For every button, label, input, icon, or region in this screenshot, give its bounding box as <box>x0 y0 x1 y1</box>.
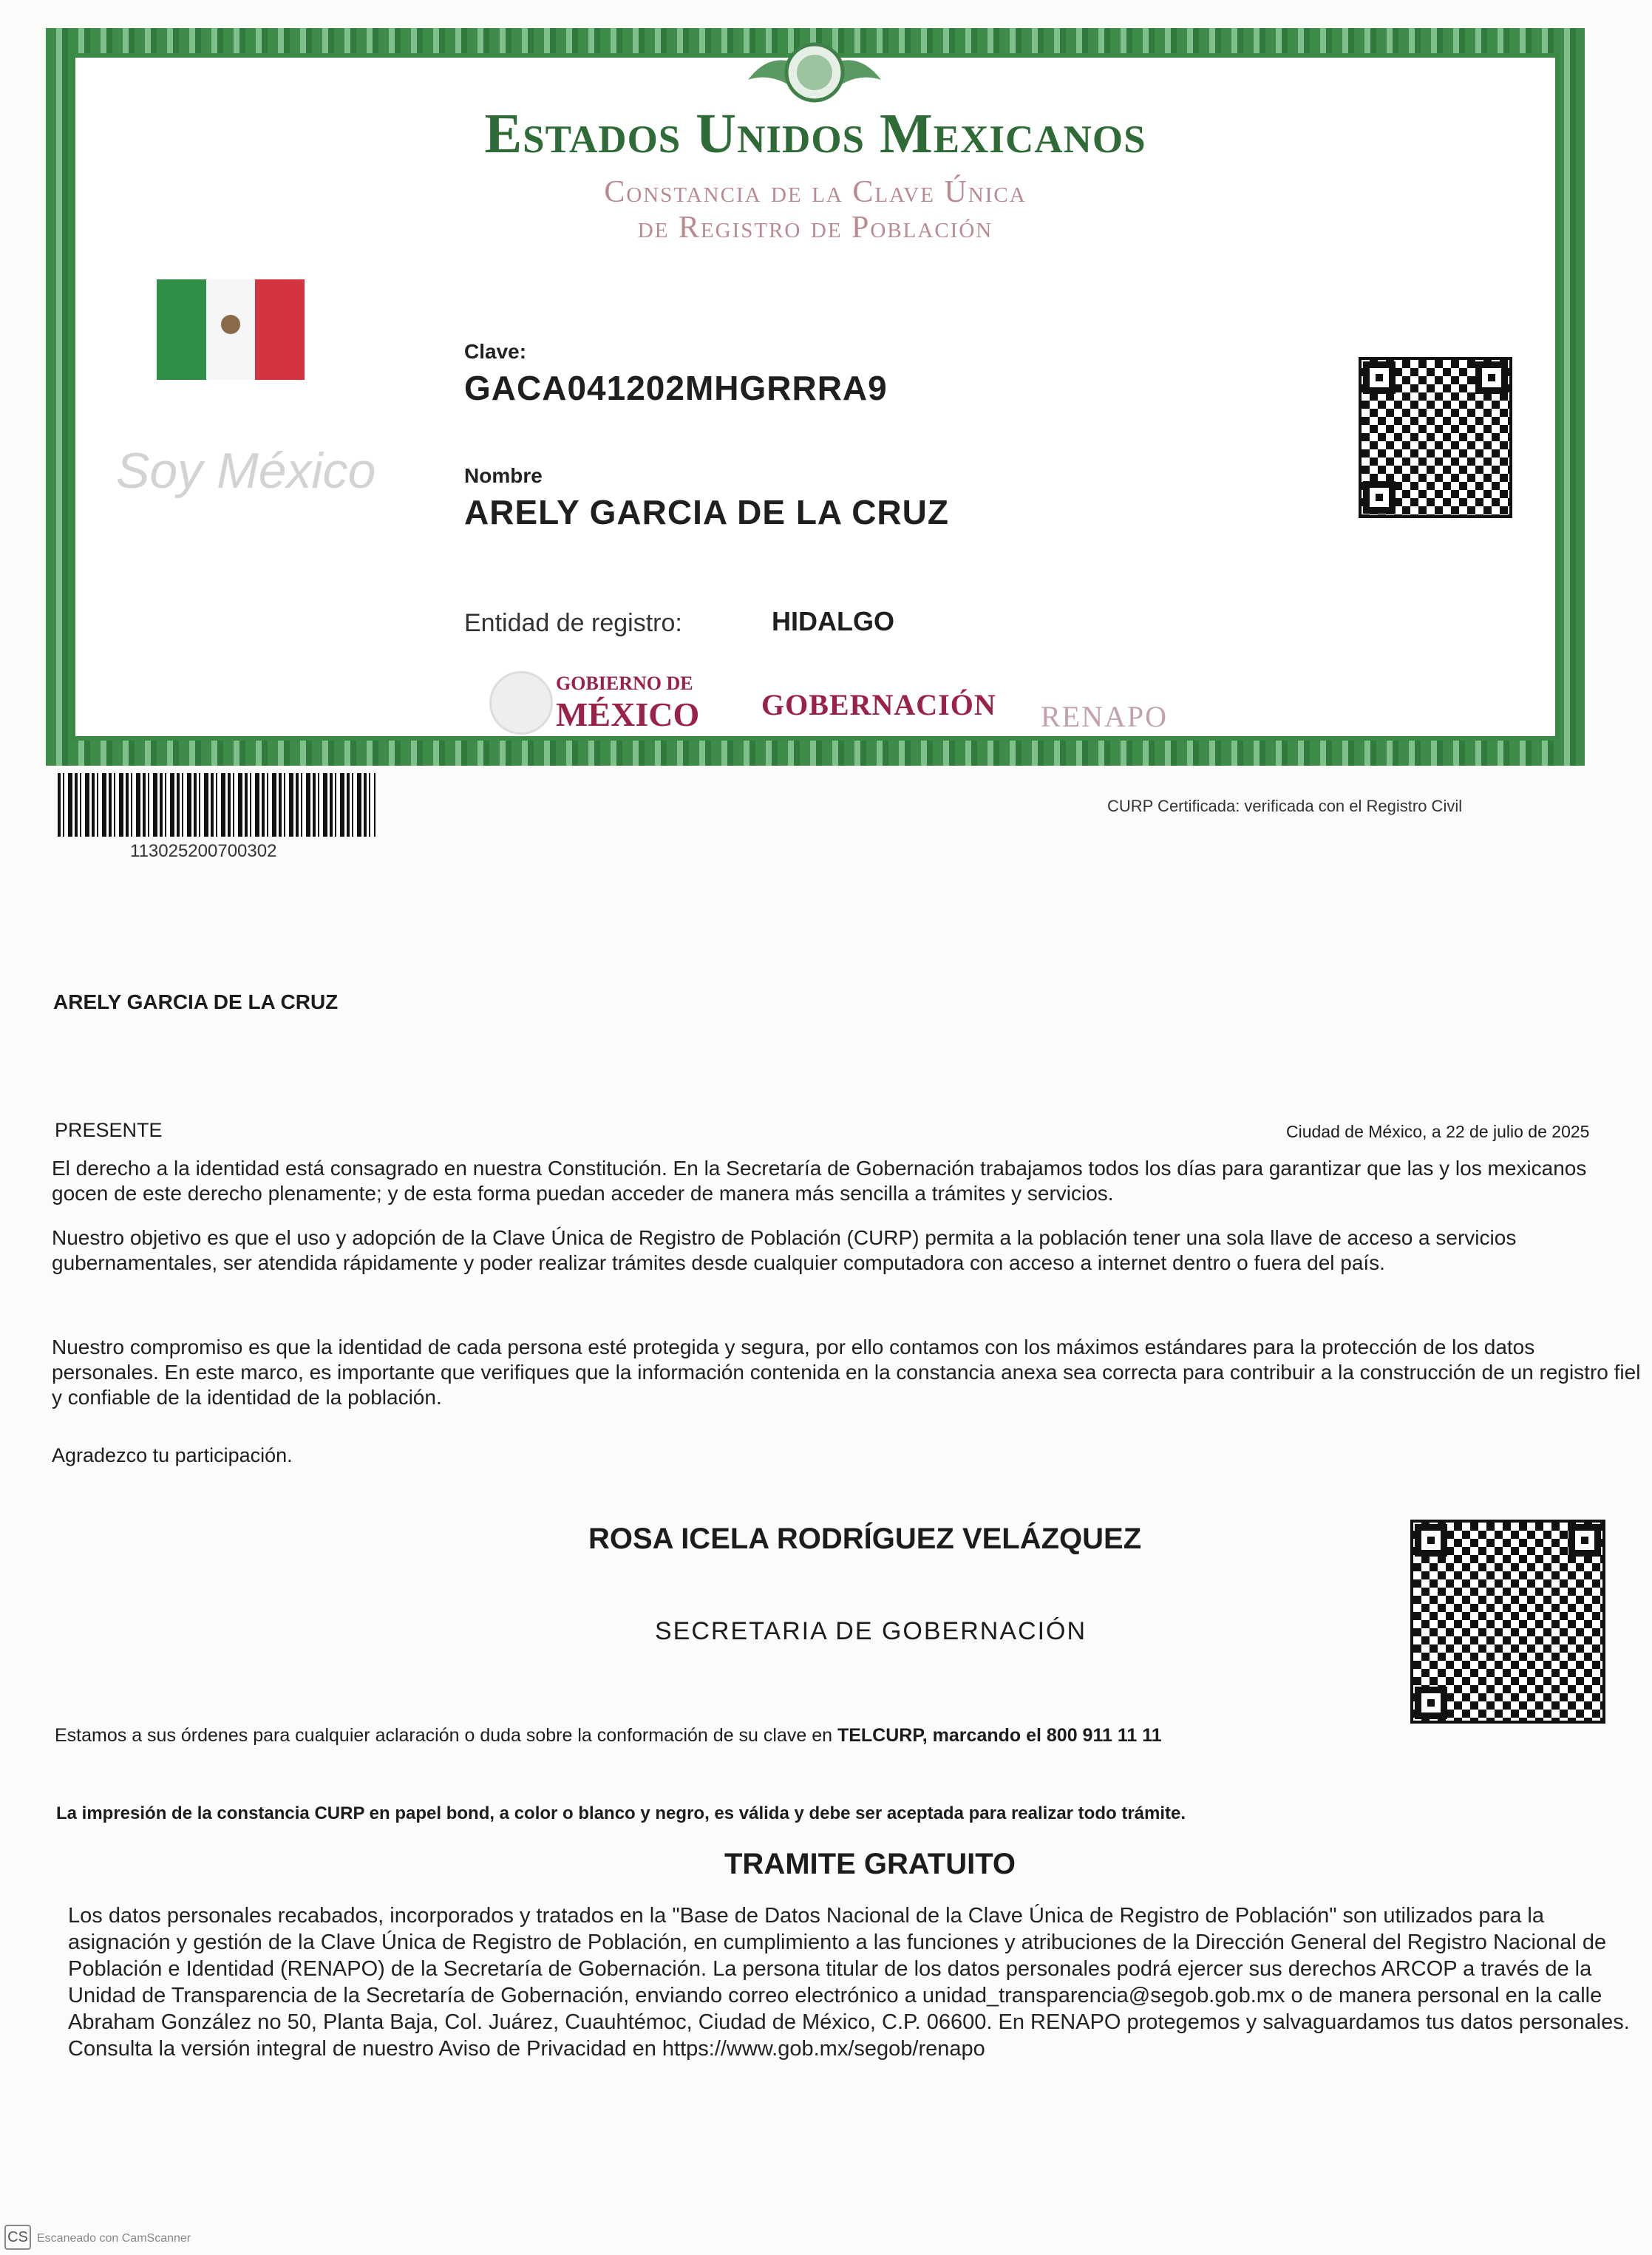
presente-label: PRESENTE <box>55 1119 163 1141</box>
signer-name: ROSA ICELA RODRÍGUEZ VELÁZQUEZ <box>588 1523 1142 1555</box>
entidad-label: Entidad de registro: <box>464 609 682 637</box>
certificate-body <box>71 53 1560 741</box>
camscanner-logo-icon <box>4 2225 31 2250</box>
recipient-name: ARELY GARCIA DE LA CRUZ <box>53 990 339 1013</box>
certificate-subtitle-line1: Constancia de la Clave Única <box>604 175 1027 209</box>
letter-date: Ciudad de México, a 22 de julio de 2025 <box>1286 1122 1590 1141</box>
gobierno-mexico-emblem-icon <box>489 671 553 735</box>
paragraph-2: Nuestro objetivo es que el uso y adopción de la Clave Única de Registro de Población (CURP) permita a la población tener una sola llave de acceso a servicios gubernamentales, ser atendida rápidamente y poder realizar trámites desde cualquier computadora con acceso a internet dentro o fuera del país. <box>52 1226 1517 1274</box>
clave-label: Clave: <box>464 340 527 363</box>
clave-value: GACA041202MHGRRRA9 <box>464 369 888 407</box>
paragraph-3: Nuestro compromiso es que la identidad de cada persona esté protegida y segura, por ello contamos con los máximos estándares para la protección de los datos personales. En este marco, es importante que verifiques que la información contenida en la constancia anexa sea correcta para contribuir a la construcción de un registro fiel y confiable de la identidad de la población. <box>52 1336 1641 1409</box>
curp-certificate <box>46 28 1585 766</box>
nombre-value: ARELY GARCIA DE LA CRUZ <box>464 493 949 531</box>
entidad-value: HIDALGO <box>772 606 894 636</box>
gobierno-de-label: GOBIERNO DE <box>556 673 693 694</box>
qr-code-icon <box>1410 1520 1605 1724</box>
paragraph-1: El derecho a la identidad está consagrado en nuestra Constitución. En la Secretaría de Gobernación trabajamos todos los días para garantizar que las y los mexicanos gocen de este derecho plenamente; y de esta forma puedan acceder de manera más sencilla a trámites y servicios. <box>52 1157 1587 1205</box>
renapo-logo: RENAPO <box>1041 700 1169 733</box>
cs-badge: CS <box>7 2229 28 2245</box>
barcode-number: 113025200700302 <box>130 841 277 861</box>
thanks-line: Agradezco tu participación. <box>52 1444 293 1466</box>
free-procedure-title: TRAMITE GRATUITO <box>724 1848 1016 1880</box>
barcode-icon <box>58 773 375 837</box>
soy-mexico-slogan: Soy México <box>116 443 376 499</box>
privacy-notice: Los datos personales recabados, incorporados y tratados en la "Base de Datos Nacional de la Clave Única de Registro de Población" son utilizados para la asignación y gestión de la Clave Única de Registro de Población, en cumplimiento a las funciones y atribuciones de la Dirección General del Registro Nacional de Población e Identidad (RENAPO) de la Secretaría de Gobernación. La persona titular de los datos personales podrá ejercer sus derechos ARCOP a través de la Unidad de Transparencia de la Secretaría de Gobernación, enviando correo electrónico a unidad_transparencia@segob.gob.mx o de manera personal en la calle Abraham González no 50, Planta Baja, Col. Juárez, Cuauhtémoc, Ciudad de México, C.P. 06600. En RENAPO protegemos y salvaguardamos tus datos personales. Consulta la versión integral de nuestro Aviso de Privacidad en https://www.gob.mx/segob/renapo <box>68 1904 1630 2061</box>
curp-certified-note: CURP Certificada: verificada con el Registro Civil <box>1107 797 1463 815</box>
qr-code-icon <box>1359 357 1512 518</box>
help-text: Estamos a sus órdenes para cualquier aclaración o duda sobre la conformación de su clave en <box>55 1725 837 1746</box>
country-title: Estados Unidos Mexicanos <box>484 103 1146 165</box>
signer-title: SECRETARIA DE GOBERNACIÓN <box>655 1617 1087 1645</box>
help-line <box>55 1725 1162 1746</box>
certificate-subtitle-line2: de Registro de Población <box>637 211 993 245</box>
nombre-label: Nombre <box>464 464 543 487</box>
validity-note: La impresión de la constancia CURP en papel bond, a color o blanco y negro, es válida y debe ser aceptada para realizar todo trámite. <box>56 1803 1186 1823</box>
camscanner-text: Escaneado con CamScanner <box>37 2232 191 2245</box>
mexico-logo-label: MÉXICO <box>556 695 700 733</box>
mexican-flag-icon <box>157 279 305 380</box>
gobernacion-logo: GOBERNACIÓN <box>761 688 996 721</box>
telcurp-phone: TELCURP, marcando el 800 911 11 11 <box>837 1725 1162 1746</box>
